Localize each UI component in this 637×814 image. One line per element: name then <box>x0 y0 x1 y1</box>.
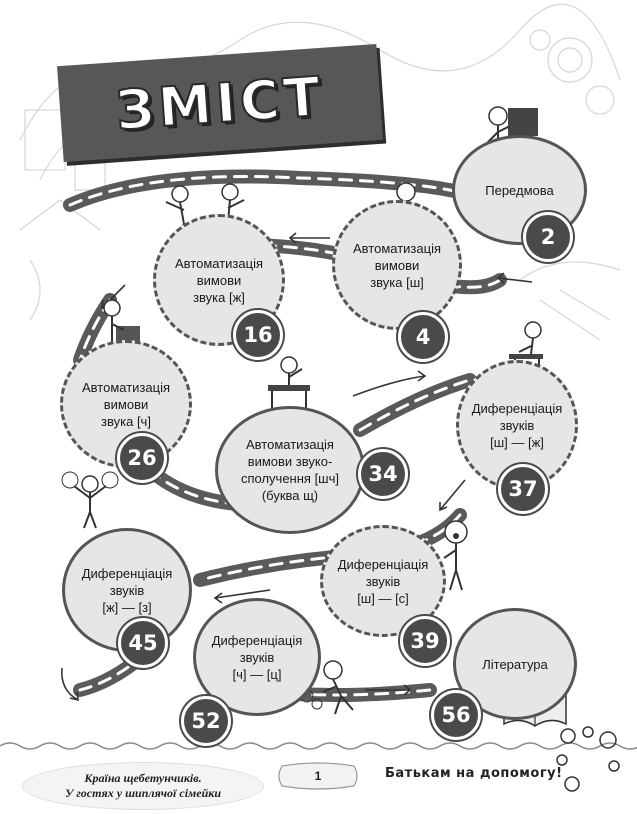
toc-entry-page-number: 2 <box>523 212 573 262</box>
toc-entry-page-number: 39 <box>400 616 450 666</box>
toc-entry-page-number: 34 <box>358 449 408 499</box>
toc-entry-label: Передмова <box>485 182 554 198</box>
toc-entry-label: Автоматизація вимови звука [ч] <box>82 379 170 429</box>
page-title: ЗМІСТ <box>113 64 327 142</box>
book-title-badge <box>22 762 264 810</box>
toc-entry-page-number: 4 <box>398 312 448 362</box>
toc-entry-label: Диференціація звуків [ч] — [ц] <box>211 632 303 682</box>
page-number: 1 <box>314 769 322 783</box>
series-title: Батькам на допомогу! <box>385 766 563 781</box>
toc-entry-shch-automation[interactable] <box>215 406 365 534</box>
bubbles-icon <box>548 726 628 796</box>
toc-entry-page-number: 52 <box>181 696 231 746</box>
toc-entry-label: Автоматизація вимови звука [ш] <box>353 240 441 290</box>
book-title-line-1: Країна щебетунчиків. <box>84 771 202 785</box>
toc-entry-label: Диференціація звуків [ж] — [з] <box>81 565 173 615</box>
page-footer <box>0 740 637 814</box>
toc-entry-label: Автоматизація вимови звука [ж] <box>175 255 263 305</box>
toc-entry-sh-automation[interactable] <box>332 200 462 330</box>
toc-entry-page-number: 37 <box>498 464 548 514</box>
toc-entry-page-number: 16 <box>233 310 283 360</box>
book-title-line-2: У гостях у шиплячої сімейки <box>64 786 222 800</box>
toc-entry-label: Література <box>482 656 548 672</box>
toc-entry-label: Диференціація звуків [ш] — [ж] <box>471 400 563 450</box>
toc-entry-page-number: 56 <box>431 690 481 740</box>
toc-entry-label: Автоматизація вимови звуко- сполучення [шч] (буква щ) <box>240 437 339 503</box>
toc-entry-page-number: 26 <box>117 433 167 483</box>
toc-entry-page-number: 45 <box>118 618 168 668</box>
cheerleader-icon <box>60 470 120 530</box>
toc-entry-label: Диференціація звуків [ш] — [с] <box>337 556 429 606</box>
